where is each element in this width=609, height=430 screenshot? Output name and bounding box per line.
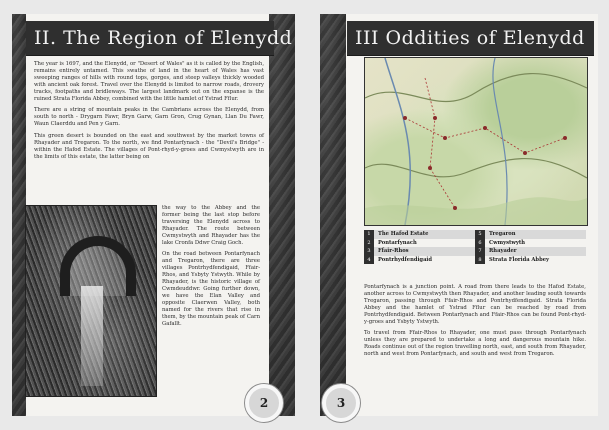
key-number: 8	[475, 256, 485, 265]
waterfall	[81, 286, 103, 386]
key-name: Tregaron	[489, 231, 516, 238]
paragraph: There are a string of mountain peaks in the Cambrians across the Elenydd, from south to north - Drygarn Fawr, Bryn Garw, Garn Gron, Crug Gynan, Llan Du Fawr, Waun Claerddu and Pen y Garn.	[34, 107, 264, 128]
table-row	[364, 230, 586, 239]
paragraph: On the road between Pontarfynach and Tregaron, there are three villages Pontrhydfendigaid, Ffair-Rhos, and Ysbyty Ystwyth. While by Rhayader, is the historic village of Cwmdeuddwr. Going further down, we have the Elan Valley and opposite Claerwen Valley, both named for the rivers that rise in them, by the mountain peak of Carn Gafallt.	[162, 251, 260, 327]
key-name: Pontarfynach	[378, 239, 417, 246]
key-number: 2	[364, 239, 374, 248]
paragraph: The year is 1697, and the Elenydd, or "Desert of Wales" as it is called by the English, remains entirely untamed. This swathe of land in the heart of Wales has vast sweeping ranges of hills with round tops, gorges, and steep valleys thickly wooded with ancient oak forest. Travel over the Elenydd is limited to narrow roads, drovery tracks, footpaths and bridleways. The largest landmark out on the expanse is the ruined Strata Florida Abbey, combined with the little hamlet of Ystrad Fflur.	[34, 61, 264, 102]
paragraph: the way to the Abbey and the former being the last stop before traversing the Elenydd across to Rhayader. The route between Cwmystwyth and Rhayader has the lake Cronfa Ddwr Craig Goch.	[162, 205, 260, 246]
key-name: Strata Florida Abbey	[489, 257, 550, 264]
paragraph: This green desert is bounded on the east and southwest by the market towns of Rhayader and Tregaron. To the north, we find Pontarfynach - the "Devil's Bridge" - within the Hafod Estate. The villages of Pont-rhyd-y-groes and Cwmystwyth are in the limits of this estate, the latter being on	[34, 133, 264, 160]
table-row	[364, 239, 586, 248]
page-number-right: 3	[322, 384, 360, 422]
key-number: 4	[364, 256, 374, 265]
gutter-texture-left	[269, 14, 295, 416]
region-map	[364, 57, 588, 226]
key-name: The Hafod Estate	[378, 231, 429, 238]
page-title-right: III Oddities of Elenydd	[347, 21, 594, 55]
key-number: 5	[475, 230, 485, 239]
key-name: Ffair-Rhos	[378, 248, 409, 255]
gutter-texture-right	[320, 14, 346, 416]
paragraph: To travel from Ffair-Rhos to Rhayader, one must pass through Pontarfynach unless they are prepared to undertake a long and dangerous mountain hike. Roads continue out of the region travelling north, east, and south from Rhayader, north and west from Pontarfynach, and south and west from Tregaron.	[364, 330, 586, 358]
table-row	[364, 247, 586, 256]
table-row	[364, 256, 586, 265]
key-name: Rhayader	[489, 248, 517, 255]
key-number: 3	[364, 247, 374, 256]
key-number: 6	[475, 239, 485, 248]
key-name: Cwmystwyth	[489, 239, 526, 246]
map-drawing	[365, 58, 587, 225]
location-key-table	[364, 230, 586, 264]
left-margin-texture	[12, 14, 26, 416]
key-name: Pontrhydfendigaid	[378, 257, 433, 264]
devils-bridge-illustration	[25, 205, 157, 397]
key-number: 1	[364, 230, 374, 239]
key-number: 7	[475, 247, 485, 256]
page-number-left: 2	[245, 384, 283, 422]
page-title-left: II. The Region of Elenydd	[26, 21, 274, 55]
right-page-body	[364, 284, 586, 363]
left-column-body	[162, 205, 260, 332]
left-page-body	[34, 61, 264, 166]
paragraph: Pontarfynach is a junction point. A road from there leads to the Hafod Estate, another across to Cwmystwyth then Rhayader, and another leading south towards Tregaron, passing through Ffair-Rhos and Pontrhydfendigaid. Strata Florida Abbey and the hamlet of Ystrad Fflur can be reached by road from Pontrhydfendigaid. Between Pontarfynach and Ffair-Rhos can be found Pont-rhyd-y-groes and Ysbyty Ystwyth.	[364, 284, 586, 325]
